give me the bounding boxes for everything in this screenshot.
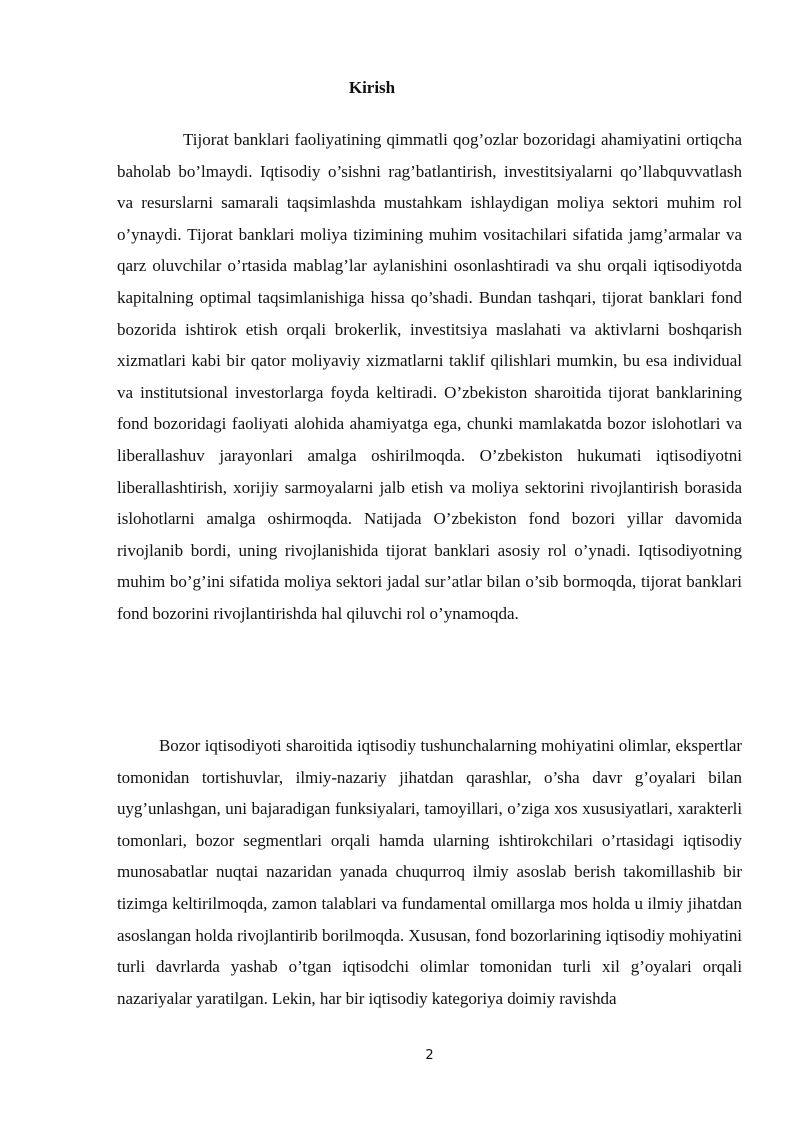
paragraph-1: Tijorat banklari faoliyatining qimmatli qog’ozlar bozoridagi ahamiyatini ortiqcha baholab bo’lmaydi. Iqtisodiy o’sishni rag’batlantirish, investitsiyalarni qo’llabquvvatlash va resurslarni samarali taqsimlashda mustahkam ishlaydigan moliya sektori muhim rol o’ynaydi. Tijorat banklari moliya tizimining muhim vositachilari sifatida jamg’armalar va qarz oluvchilar o’rtasida mablag’lar aylanishini osonlashtiradi va shu orqali iqtisodiyotda kapitalning optimal taqsimlanishiga hissa qo’shadi. Bundan tashqari, tijorat banklari fond bozorida ishtirok etish orqali brokerlik, investitsiya maslahati va aktivlarni boshqarish xizmatlari kabi bir qator moliyaviy xizmatlarni taklif qilishlari mumkin, bu esa individual va institutsional investorlarga foyda keltiradi. O’zbekiston sharoitida tijorat banklarining fond bozoridagi faoliyati alohida ahamiyatga ega, chunki mamlakatda bozor islohotlari va liberallashuv jarayonlari amalga oshirilmoqda. O’zbekiston hukumati iqtisodiyotni liberallashtirish, xorijiy sarmoyalarni jalb etish va moliya sektorini rivojlantirish borasida islohotlarni amalga oshirmoqda. Natijada O’zbekiston fond bozori yillar davomida rivojlanib bordi, uning rivojlanishida tijorat banklari asosiy rol o’ynadi. Iqtisodiyotning muhim bo’g’ini sifatida moliya sektori jadal sur’atlar bilan o’sib bormoqda, tijorat banklari fond bozorini rivojlantirishda hal qiluvchi rol o’ynamoqda. xyxy=(117,130,742,623)
paragraph-2: Bozor iqtisodiyoti sharoitida iqtisodiy tushunchalarning mohiyatini olimlar, ekspertlar tomonidan tortishuvlar, ilmiy-nazariy jihatdan qarashlar, o’sha davr g’oyalari bilan uyg’unlashgan, uni bajaradigan funksiyalari, tamoyillari, o’ziga xos xususiyatlari, xarakterli tomonlari, bozor segmentlari orqali hamda ularning ishtirokchilari o’rtasidagi iqtisodiy munosabatlar nuqtai nazaridan yanada chuqurroq ilmiy asoslab berish takomillashib bir tizimga keltirilmoqda, zamon talablari va fundamental omillarga mos holda u ilmiy jihatdan asoslangan holda rivojlantirib borilmoqda. Xususan, fond bozorlarining iqtisodiy mohiyatini turli davrlarda yashab o’tgan iqtisodchi olimlar tomonidan turli xil g’oyalari orqali nazariyalar yaratilgan. Lekin, har bir iqtisodiy kategoriya doimiy ravishda xyxy=(117,736,742,1008)
document-page xyxy=(117,0,742,1131)
page-number: 2 xyxy=(425,1048,434,1063)
section-heading: Kirish xyxy=(348,78,396,97)
